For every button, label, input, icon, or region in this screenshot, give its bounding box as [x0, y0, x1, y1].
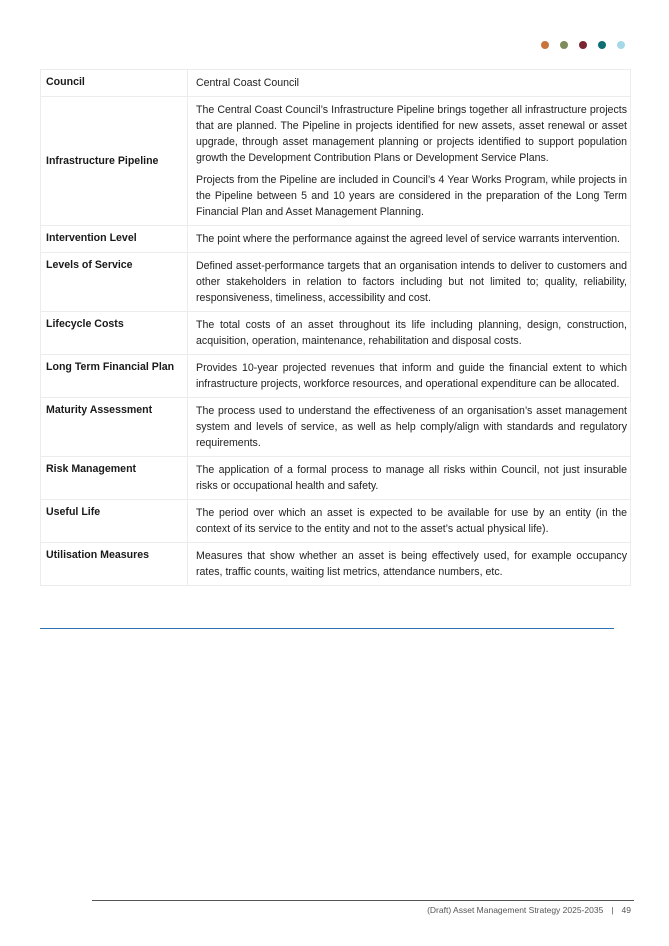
footer-separator: | [611, 905, 614, 915]
glossary-definition [188, 457, 631, 500]
glossary-term: Risk Management [41, 457, 188, 500]
definition-text: The process used to understand the effectiveness of an organisation’s asset management system and levels of service, as well as help comply/align with standards and regulatory requirements. [196, 405, 627, 449]
definition-text: Projects from the Pipeline are included in Council’s 4 Year Works Program, while projects in the Pipeline between 5 and 10 years are considered in the preparation of the Long Term Financial Plan and Asset Management Planning. [196, 174, 627, 218]
glossary-definition [188, 500, 631, 543]
definition-text: The Central Coast Council’s Infrastructure Pipeline brings together all infrastructure projects that are planned. The Pipeline in projects identified for new assets, asset renewal or asset upgrade, through asset management planning or projects identified to support population growth the Development Contribution Plans or Development Service Plans. [196, 104, 627, 164]
page-footer [427, 905, 631, 915]
glossary-definition [188, 226, 631, 253]
glossary-definition [188, 70, 631, 97]
glossary-term: Lifecycle Costs [41, 312, 188, 355]
glossary-term: Levels of Service [41, 253, 188, 312]
table-row [41, 500, 631, 543]
definition-text: The application of a formal process to manage all risks within Council, not just insurable risks or occupational health and safety. [196, 464, 627, 492]
glossary-term: Utilisation Measures [41, 543, 188, 586]
definition-text: The point where the performance against the agreed level of service warrants intervention. [196, 233, 620, 245]
orange-dot-icon [541, 41, 549, 49]
glossary-definition [188, 97, 631, 226]
definition-text: Defined asset-performance targets that an organisation intends to deliver to customers and other stakeholders in relation to factors including but not limited to; quality, reliability, responsiveness, timeliness, accessibility and cost. [196, 260, 627, 304]
brand-dots [541, 41, 625, 49]
glossary-term: Infrastructure Pipeline [41, 97, 188, 226]
glossary-definition [188, 312, 631, 355]
table-row [41, 543, 631, 586]
glossary-definition [188, 355, 631, 398]
document-title: (Draft) Asset Management Strategy 2025-2035 [427, 905, 604, 915]
glossary-term: Council [41, 70, 188, 97]
page-number: 49 [621, 905, 631, 915]
table-row [41, 312, 631, 355]
olive-dot-icon [560, 41, 568, 49]
footer-divider [92, 900, 634, 901]
definition-text: Central Coast Council [196, 77, 300, 89]
definition-text: Measures that show whether an asset is being effectively used, for example occupancy rates, traffic counts, waiting list metrics, attendance numbers, etc. [196, 550, 627, 578]
definition-text: The total costs of an asset throughout its life including planning, design, construction, acquisition, operation, maintenance, rehabilitation and disposal costs. [196, 319, 627, 347]
glossary-definition [188, 398, 631, 457]
table-row [41, 70, 631, 97]
glossary-definition [188, 253, 631, 312]
teal-dot-icon [598, 41, 606, 49]
glossary-term: Long Term Financial Plan [41, 355, 188, 398]
section-divider [40, 628, 614, 629]
glossary-table [40, 69, 631, 586]
glossary-term: Maturity Assessment [41, 398, 188, 457]
glossary-term: Intervention Level [41, 226, 188, 253]
glossary-term: Useful Life [41, 500, 188, 543]
table-row [41, 457, 631, 500]
table-row [41, 226, 631, 253]
table-row [41, 398, 631, 457]
definition-text: Provides 10-year projected revenues that inform and guide the financial extent to which infrastructure projects, workforce resources, and operational expenditure can be allocated. [196, 362, 627, 390]
table-row [41, 253, 631, 312]
light-blue-dot-icon [617, 41, 625, 49]
table-row [41, 355, 631, 398]
maroon-dot-icon [579, 41, 587, 49]
glossary-definition [188, 543, 631, 586]
table-row [41, 97, 631, 226]
definition-text: The period over which an asset is expected to be available for use by an entity (in the context of its service to the entity and not to the asset’s actual physical life). [196, 507, 627, 535]
